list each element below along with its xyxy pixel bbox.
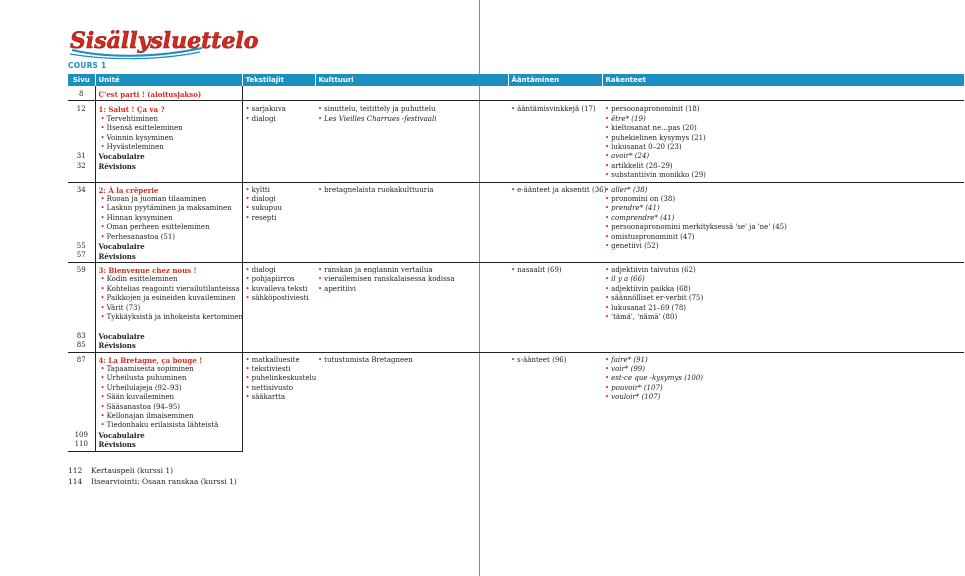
structure-item: • lukusanat 21–69 (78)	[605, 304, 961, 313]
revision-page: 57	[76, 251, 86, 260]
footer-item[interactable]	[68, 476, 237, 487]
vocab-label: Vocabulaire	[98, 152, 145, 162]
genre-item: • pohjapiirros	[246, 275, 313, 284]
structure-item: • être* (19)	[605, 115, 961, 124]
vocab-page: 31	[76, 152, 86, 161]
structure-item: • vouloir* (107)	[605, 393, 961, 402]
genre-item: • matkailuesite	[246, 356, 313, 365]
structure-item: • comprendre* (41)	[605, 214, 961, 223]
structure-item: • persoonapronominit (18)	[605, 105, 961, 114]
topic-item: • Voinnin kysyminen	[99, 134, 239, 143]
structure-item: • substantiivin monikko (29)	[605, 171, 961, 180]
header-culture: Kulttuuri	[315, 74, 508, 86]
vocab-page: 55	[76, 242, 86, 251]
topic-item: • Sääsanastoa (94–95)	[99, 403, 239, 412]
footer-item[interactable]	[68, 465, 237, 476]
footer-page: 114	[68, 477, 83, 486]
vocab-label: Vocabulaire	[98, 242, 145, 252]
structure-item: • säännölliset er-verbit (75)	[605, 294, 961, 303]
topic-item: • Värit (73)	[99, 304, 239, 313]
footer-list	[68, 465, 237, 487]
genre-item: • puhelinkeskustelu	[246, 374, 313, 383]
toc-header-row	[68, 74, 964, 86]
pronunciation-item: • e-äänteet ja aksentit (36)	[511, 186, 599, 195]
intro-title[interactable]: C'est parti ! (aloitusjakso)	[95, 86, 242, 101]
unit-page: 34	[76, 185, 86, 194]
footer-page: 112	[68, 466, 83, 475]
structure-item: • voir* (99)	[605, 365, 961, 374]
genre-item: • resepti	[246, 214, 313, 223]
structure-item: • kieltosanat ne...pas (20)	[605, 124, 961, 133]
genre-item: • sukupuu	[246, 204, 313, 213]
topic-item: • Kohtelias reagointi vierailutilanteissa	[99, 285, 239, 294]
topic-item: • Tiedonhaku erilaisista lähteistä	[99, 421, 239, 430]
logo-title: Sisällysluettelo	[70, 28, 259, 54]
genre-item: • dialogi	[246, 266, 313, 275]
header-genres: Tekstilajit	[242, 74, 315, 86]
structure-item: • adjektiivin taivutus (62)	[605, 266, 961, 275]
topic-item: • Tapaamisesta sopiminen	[99, 365, 239, 374]
genre-item: • nettisivusto	[246, 384, 313, 393]
structure-item: • faire* (91)	[605, 356, 961, 365]
header-structures: Rakenteet	[602, 74, 964, 86]
unit-title[interactable]: 4: La Bretagne, ça bouge !	[98, 355, 203, 365]
intro-row	[68, 86, 964, 101]
pronunciation-item: • s-äänteet (96)	[511, 356, 599, 365]
unit-page: 59	[76, 265, 86, 274]
topic-item: • Kodin esitteleminen	[99, 275, 239, 284]
topic-item: • Oman perheen esitteleminen	[99, 223, 239, 232]
unit-title[interactable]: 2: À la crêperie	[98, 185, 159, 195]
structure-item: • aller* (38)	[605, 186, 961, 195]
vocab-page: 83	[76, 331, 86, 340]
topic-item: • Itsensä esitteleminen	[99, 124, 239, 133]
pronunciation-item: • ääntämisvinkkejä (17)	[511, 105, 599, 114]
culture-item: • ranskan ja englannin vertailua	[318, 266, 505, 275]
structure-item: • omistuspronominit (47)	[605, 233, 961, 242]
structure-item: • il y a (66)	[605, 275, 961, 284]
culture-item: • Les Vieilles Charrues -festivaali	[318, 115, 505, 124]
culture-item: • tutustumista Bretagneen	[318, 356, 505, 365]
topic-item: • Tervehtiminen	[99, 115, 239, 124]
genre-item: • dialogi	[246, 195, 313, 204]
genre-item: • sähköpostiviesti	[246, 294, 313, 303]
unit-row	[68, 182, 964, 262]
contents-logo	[66, 14, 259, 64]
structure-item: • lukusanat 0–20 (23)	[605, 143, 961, 152]
genre-item: • sääkartta	[246, 393, 313, 402]
genre-item: • dialogi	[246, 115, 313, 124]
genre-item: • kuvaileva teksti	[246, 285, 313, 294]
unit-title[interactable]: 3: Bienvenue chez nous !	[98, 265, 197, 275]
structure-item: • pouvoir* (107)	[605, 384, 961, 393]
structure-item: • 'tämä', 'nämä' (80)	[605, 313, 961, 322]
genre-item: • sarjakuva	[246, 105, 313, 114]
structure-item: • est-ce que -kysymys (100)	[605, 374, 961, 383]
footer-text: Kertauspeli (kurssi 1)	[91, 466, 174, 475]
vocab-label: Vocabulaire	[98, 331, 145, 341]
structure-item: • prendre* (41)	[605, 204, 961, 213]
culture-item: • aperitiivi	[318, 285, 505, 294]
structure-item: • adjektiivin paikka (68)	[605, 285, 961, 294]
structure-item: • persoonapronomini merkityksessä 'se' ja 'ne' (45)	[605, 223, 961, 232]
topic-item: • Perhesanastoa (51)	[99, 233, 239, 242]
topic-item: • Urheilulajeja (92–93)	[99, 384, 239, 393]
unit-title[interactable]: 1: Salut ! Ça va ?	[98, 105, 165, 115]
topic-item: • Laskun pyytäminen ja maksaminen	[99, 204, 239, 213]
culture-item: • bretagnelaista ruokakulttuuria	[318, 186, 505, 195]
structure-item: • genetiivi (52)	[605, 242, 961, 251]
revision-page: 110	[74, 440, 88, 449]
toc-table	[68, 74, 965, 452]
culture-item: • vierailemisen ranskalaisessa kodissa	[318, 275, 505, 284]
genre-item: • kyltti	[246, 186, 313, 195]
topic-item: • Urheilusta puhuminen	[99, 374, 239, 383]
header-pronunciation: Ääntäminen	[508, 74, 602, 86]
revision-label: Révisions	[98, 251, 136, 261]
revision-label: Révisions	[98, 341, 136, 351]
topic-item: • Sään kuvaileminen	[99, 393, 239, 402]
footer-text: Itsearviointi: Osaan ranskaa (kurssi 1)	[91, 477, 237, 486]
pronunciation-item: • nasaalit (69)	[511, 266, 599, 275]
culture-item: • sinuttelu, teitittely ja puhuttelu	[318, 105, 505, 114]
header-unit: Unité	[95, 74, 242, 86]
topic-item: • Hinnan kysyminen	[99, 214, 239, 223]
unit-row	[68, 101, 964, 182]
genre-item: • tekstiviesti	[246, 365, 313, 374]
unit-page: 87	[76, 355, 86, 364]
structure-item: • artikkelit (28–29)	[605, 162, 961, 171]
revision-page: 85	[76, 341, 86, 350]
topic-item: • Tykkäyksistä ja inhokeista kertominen	[99, 313, 239, 322]
structure-item: • pronomini on (38)	[605, 195, 961, 204]
topic-item: • Kellonajan ilmaiseminen	[99, 412, 239, 421]
revision-label: Révisions	[98, 440, 136, 450]
structure-item: • puhekielinen kysymys (21)	[605, 134, 961, 143]
structure-item: • avoir* (24)	[605, 152, 961, 161]
intro-page: 8	[68, 86, 95, 101]
topic-item: • Hyvästeleminen	[99, 143, 239, 152]
revision-label: Révisions	[98, 161, 136, 171]
vocab-label: Vocabulaire	[98, 430, 145, 440]
topic-item: • Ruoan ja juoman tilaaminen	[99, 195, 239, 204]
topic-item: • Paikkojen ja esineiden kuvaileminen	[99, 294, 239, 303]
unit-row	[68, 352, 964, 451]
unit-row	[68, 262, 964, 352]
header-page: Sivu	[68, 74, 95, 86]
vocab-page: 109	[74, 430, 88, 439]
revision-page: 32	[76, 161, 86, 170]
unit-page: 12	[76, 105, 86, 114]
course-label: COURS 1	[68, 61, 107, 70]
